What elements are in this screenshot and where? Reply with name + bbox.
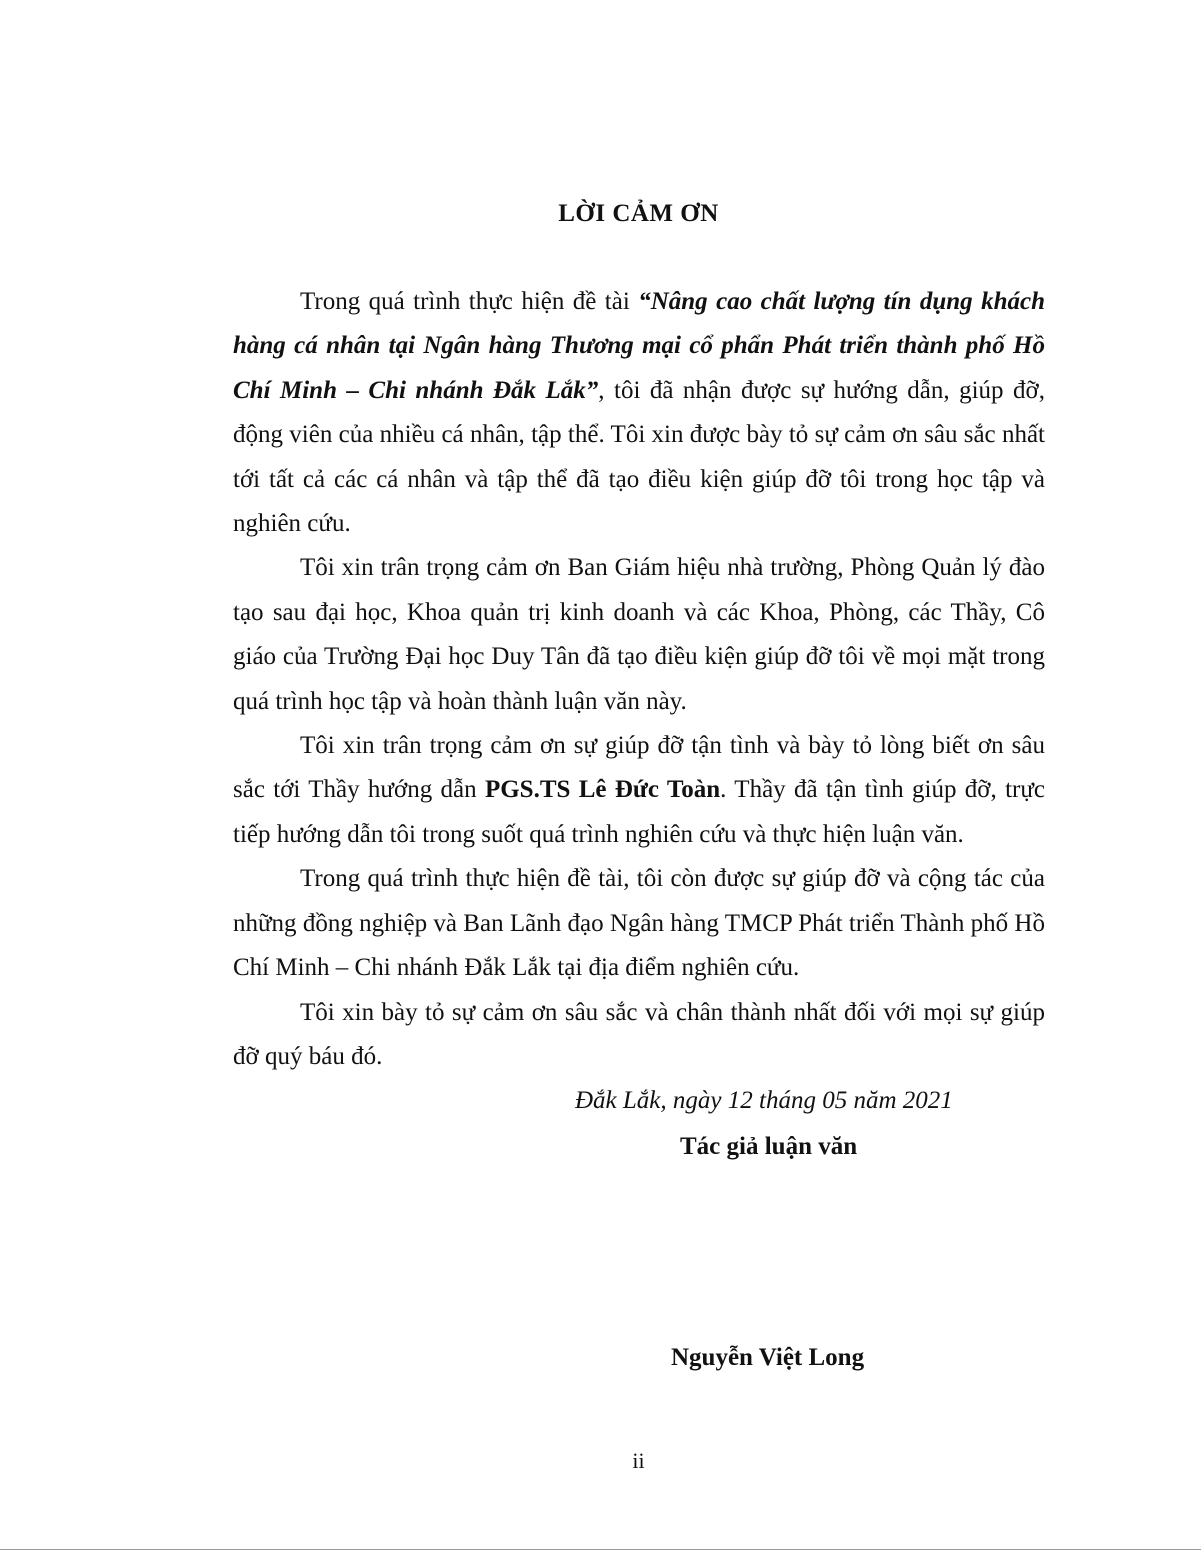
paragraph-4: Trong quá trình thực hiện đề tài, tôi còn được sự giúp đỡ và cộng tác của những đồng nghiệp và Ban Lãnh đạo Ngân hàng TMCP Phát triển Thành phố Hồ Chí Minh – Chi nhánh Đắk Lắk tại địa điểm nghiên cứu. — [233, 865, 1045, 982]
paragraph-3-lead: Tôi xin trân trọng cảm ơn sự giúp đỡ tận tình và bày tỏ lòng biết ơn sâu sắc tới Thầy hướng dẫn — [233, 732, 1045, 804]
page-title: LỜI CẢM ƠN — [558, 200, 719, 227]
paragraph-1-lead: Trong quá trình thực hiện đề tài — [300, 288, 639, 315]
page-number: ii — [632, 1448, 645, 1473]
acknowledgement-body — [233, 280, 1045, 1079]
signature-place-date: Đắk Lắk, ngày 12 tháng 05 năm 2021 — [575, 1087, 953, 1114]
signature-name: Nguyễn Việt Long — [671, 1344, 865, 1371]
advisor-name: PGS.TS Lê Đức Toàn — [484, 776, 721, 804]
paragraph-2: Tôi xin trân trọng cảm ơn Ban Giám hiệu nhà trường, Phòng Quản lý đào tạo sau đại học, Khoa quản trị kinh doanh và các Khoa, Phòng, các Thầy, Cô giáo của Trường Đại học Duy Tân đã tạo điều kiện giúp đỡ tôi về mọi mặt trong quá trình học tập và hoàn thành luận văn này. — [233, 554, 1045, 715]
paragraph-1 — [233, 280, 1045, 546]
bottom-divider — [0, 1549, 1201, 1550]
signature-role: Tác giả luận văn — [680, 1133, 858, 1160]
paragraph-5: Tôi xin bày tỏ sự cảm ơn sâu sắc và chân thành nhất đối với mọi sự giúp đỡ quý báu đó. — [233, 998, 1045, 1070]
paragraph-3 — [233, 724, 1045, 857]
paragraph-3-rest: . Thầy đã tận tình giúp đỡ, trực tiếp hướng dẫn tôi trong suốt quá trình nghiên cứu và thực hiện luận văn. — [233, 776, 1045, 848]
paragraph-1-rest: , tôi đã nhận được sự hướng dẫn, giúp đỡ, động viên của nhiều cá nhân, tập thể. Tôi xin được bày tỏ sự cảm ơn sâu sắc nhất tới tất cả các cá nhân và tập thể đã tạo điều kiện giúp đỡ tôi trong học tập và nghiên cứu. — [233, 376, 1045, 538]
thesis-title: “Nâng cao chất lượng tín dụng khách hàng cá nhân tại Ngân hàng Thương mại cổ phẩn Phát triển thành phố Hồ Chí Minh – Chi nhánh Đắk Lắk” — [233, 288, 1046, 404]
